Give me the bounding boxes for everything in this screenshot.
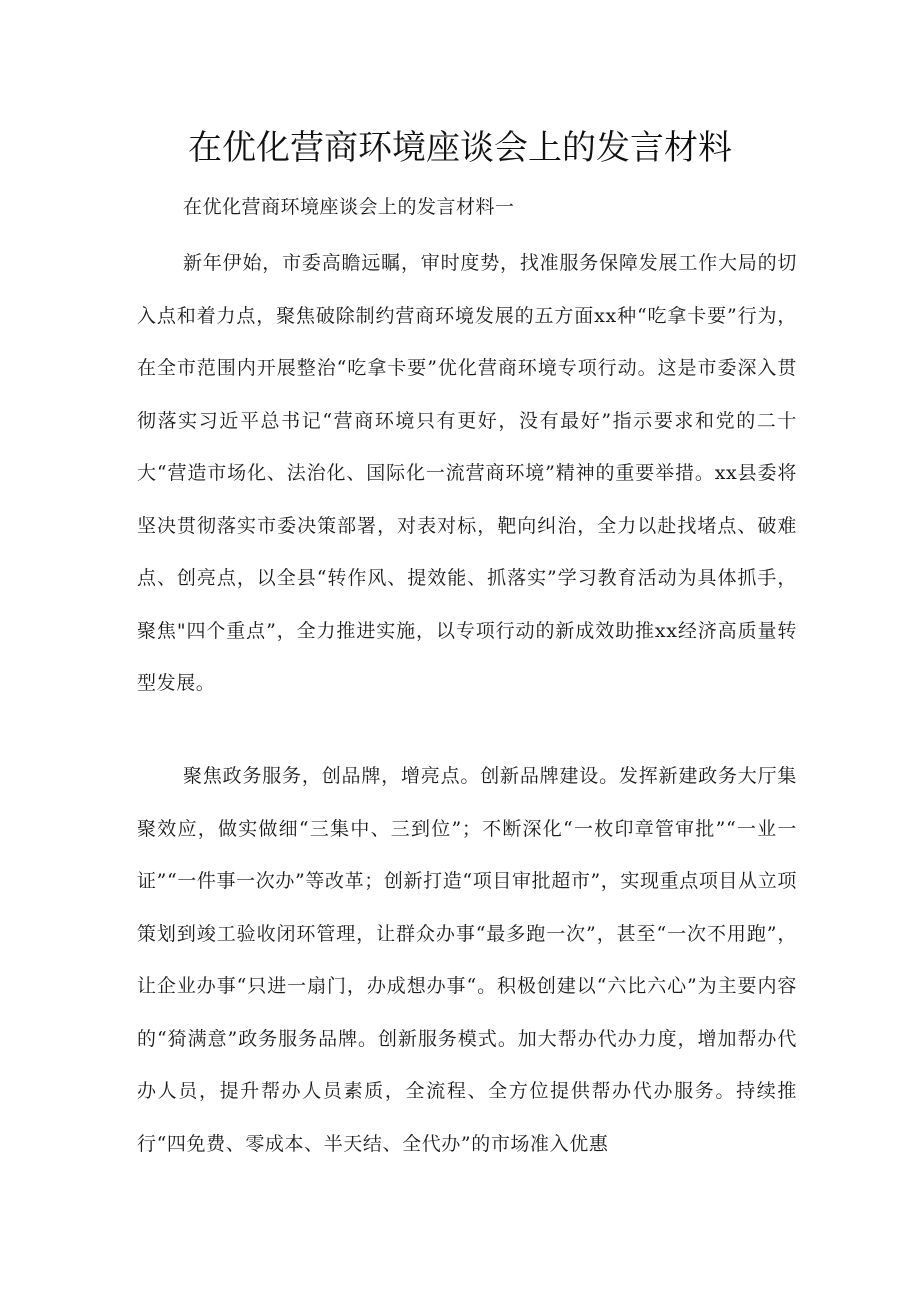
- paragraph-2: 聚焦政务服务，创品牌，增亮点。创新品牌建设。发挥新建政务大厅集聚效应，做实做细“三集中、三到位”；不断深化“一枚印章管审批”“一业一证”“一件事一次办”等改革；创新打造“项目审批超市”，实现重点项目从立项策划到竣工验收闭环管理，让群众办事“最多跑一次”，甚至“一次不用跑”，让企业办事“只进一扇门，办成想办事“。积极创建以“六比六心”为主要内容的“猗满意”政务服务品牌。创新服务模式。加大帮办代办力度，增加帮办代办人员，提升帮办人员素质，全流程、全方位提供帮办代办服务。持续推行“四免费、零成本、半天结、全代办”的市场准入优惠: [137, 765, 797, 1155]
- paragraph-1: 新年伊始，市委高瞻远瞩，审时度势，找准服务保障发展工作大局的切入点和着力点，聚焦破除制约营商环境发展的五方面xx种“吃拿卡要”行为，在全市范围内开展整治“吃拿卡要”优化营商环境专项行动。这是市委深入贯彻落实习近平总书记“营商环境只有更好，没有最好”指示要求和党的二十大“营造市场化、法治化、国际化一流营商环境”精神的重要举措。xx县委将坚决贯彻落实市委决策部署，对表对标，靶向纠治，全力以赴找堵点、破难点、创亮点，以全县“转作风、提效能、抓落实”学习教育活动为具体抓手，聚焦"四个重点”，全力推进实施，以专项行动的新成效助推xx经济高质量转型发展。: [137, 252, 797, 694]
- document-subtitle: 在优化营商环境座谈会上的发言材料一: [183, 196, 515, 218]
- document-title: 在优化营商环境座谈会上的发言材料: [188, 128, 732, 168]
